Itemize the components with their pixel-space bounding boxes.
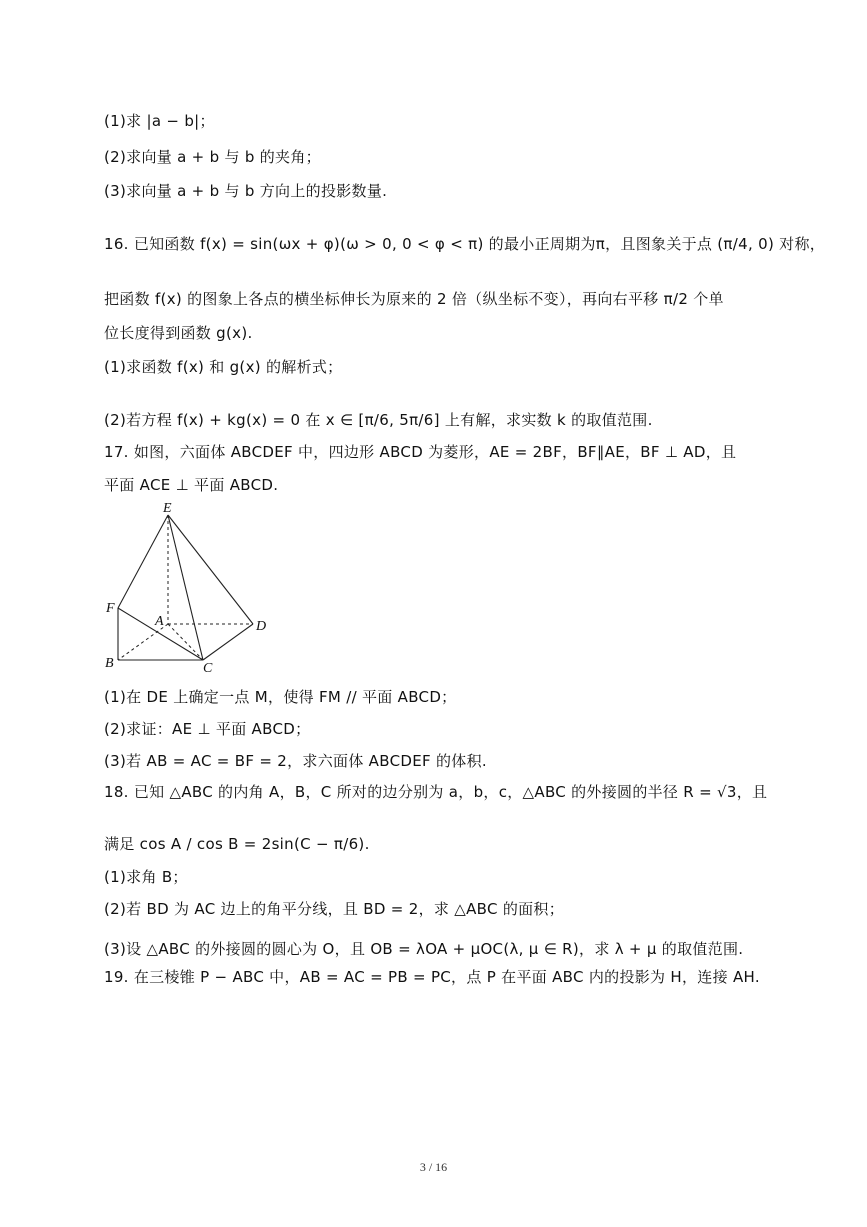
edge-CD — [203, 624, 253, 660]
text-line: (2)若方程 f(x) + kg(x) = 0 在 x ∈ [π/6, 5π/6] 上有解，求实数 k 的取值范围. — [104, 411, 653, 429]
text-line: (2)求证：AE ⊥ 平面 ABCD； — [104, 720, 311, 738]
text-line: (3)设 △ABC 的外接圆的圆心为 O，且 OB = λOA + μOC(λ, μ ∈ R)，求 λ + μ 的取值范围. — [104, 940, 744, 958]
text-line: 满足 cos A / cos B = 2sin(C − π/6). — [104, 835, 370, 853]
text-line: 19. 在三棱锥 P − ABC 中，AB = AC = PB = PC，点 P 在平面 ABC 内的投影为 H，连接 AH. — [104, 968, 760, 986]
label-D: D — [256, 619, 267, 634]
text-line: (1)求函数 f(x) 和 g(x) 的解析式； — [104, 358, 343, 376]
text-line: (1)求角 B； — [104, 868, 188, 886]
text-line: (3)若 AB = AC = BF = 2，求六面体 ABCDEF 的体积. — [104, 752, 487, 770]
edge-AB-hidden — [118, 624, 168, 660]
hexahedron-figure — [100, 500, 280, 676]
page-number: 3 / 16 — [419, 1160, 448, 1174]
label-B: B — [105, 656, 114, 671]
text-line: 位长度得到函数 g(x). — [104, 324, 253, 342]
label-A: A — [155, 614, 164, 629]
text-line: (3)求向量 a + b 与 b 方向上的投影数量. — [104, 182, 388, 200]
edge-EF — [118, 515, 168, 608]
text-line: 17. 如图，六面体 ABCDEF 中，四边形 ABCD 为菱形，AE = 2BF，BF∥AE，BF ⊥ AD，且 — [104, 443, 737, 461]
label-C: C — [203, 661, 213, 676]
text-line: 把函数 f(x) 的图象上各点的横坐标伸长为原来的 2 倍（纵坐标不变），再向右平移 π/2 个单 — [104, 290, 724, 308]
text-line: 18. 已知 △ABC 的内角 A，B，C 所对的边分别为 a，b，c，△ABC 的外接圆的半径 R = √3，且 — [104, 783, 768, 801]
text-line: 平面 ACE ⊥ 平面 ABCD. — [104, 476, 279, 494]
text-line: (2)若 BD 为 AC 边上的角平分线，且 BD = 2，求 △ABC 的面积； — [104, 900, 565, 918]
text-line: (1)在 DE 上确定一点 M，使得 FM // 平面 ABCD； — [104, 688, 457, 706]
text-line: 16. 已知函数 f(x) = sin(ωx + φ)(ω > 0, 0 < φ < π) 的最小正周期为π，且图象关于点 (π/4, 0) 对称， — [104, 235, 826, 253]
text-line: (2)求向量 a + b 与 b 的夹角； — [104, 148, 321, 166]
text-line: (1)求 |a − b|； — [104, 112, 215, 130]
label-E: E — [163, 501, 172, 516]
label-F: F — [106, 601, 115, 616]
